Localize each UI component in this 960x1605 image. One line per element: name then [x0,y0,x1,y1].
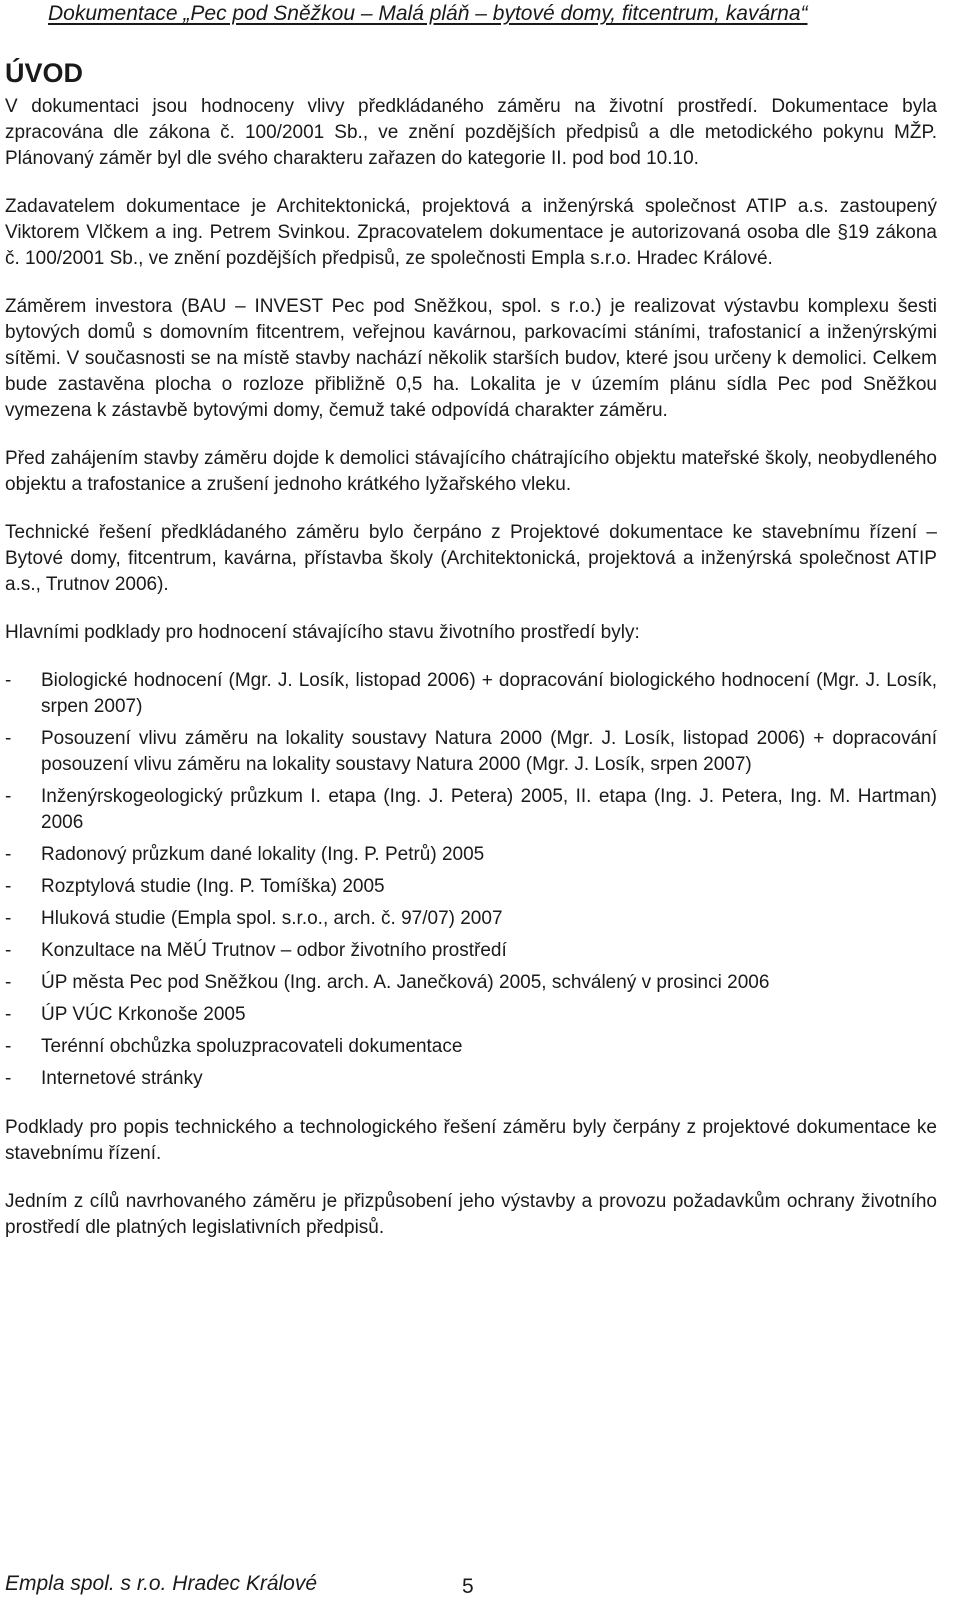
list-item [5,842,937,868]
list-item [5,874,937,900]
list-dash: - [5,876,12,897]
list-item [5,1002,937,1028]
list-dash: - [5,908,12,929]
list-item-text: Terénní obchůzka spoluzpracovateli dokumentace [41,1036,463,1057]
paragraph-intro: V dokumentaci jsou hodnoceny vlivy předkládaného záměru na životní prostředí. Dokumentace byla zpracována dle zákona č. 100/2001 Sb., ve znění pozdějších předpisů a dle metodického pokynu MŽP. Plánovaný záměr byl dle svého charakteru zařazen do kategorie II. pod bod 10.10. [5,96,937,169]
list-dash: - [5,670,12,691]
paragraph-client: Zadavatelem dokumentace je Architektonická, projektová a inženýrská společnost ATIP a.s. zastoupený Viktorem Vlčkem a ing. Petrem Svinkou. Zpracovatelem dokumentace je autorizovaná osoba dle §19 zákona č. 100/2001 Sb., ve znění pozdějších předpisů, ze společnosti Empla s.r.o. Hradec Králové. [5,196,937,269]
list-item [5,970,937,996]
list-item [5,938,937,964]
list-item-text: Inženýrskogeologický průzkum I. etapa (Ing. J. Petera) 2005, II. etapa (Ing. J. Petera, Ing. M. Hartman) 2006 [41,786,937,833]
list-item-text: Konzultace na MěÚ Trutnov – odbor životního prostředí [41,940,507,961]
list-dash: - [5,1036,12,1057]
list-item [5,668,937,720]
list-item-text: Biologické hodnocení (Mgr. J. Losík, listopad 2006) + dopracování biologického hodnocení (Mgr. J. Losík, srpen 2007) [41,670,937,717]
list-item-text: ÚP města Pec pod Sněžkou (Ing. arch. A. Janečková) 2005, schválený v prosinci 2006 [41,972,770,993]
paragraph-goal: Jedním z cílů navrhovaného záměru je přizpůsobení jeho výstavby a provozu požadavkům ochrany životního prostředí dle platných legislativních předpisů. [5,1191,937,1238]
list-item [5,1034,937,1060]
paragraph-demolition: Před zahájením stavby záměru dojde k demolici stávajícího chátrajícího objektu mateřské školy, neobydleného objektu a trafostanice a zrušení jednoho krátkého lyžařského vleku. [5,448,937,495]
list-item-text: ÚP VÚC Krkonoše 2005 [41,1004,246,1025]
list-dash: - [5,786,12,807]
list-dash: - [5,940,12,961]
list-item-text: Internetové stránky [41,1068,203,1089]
list-dash: - [5,1004,12,1025]
list-item-text: Rozptylová studie (Ing. P. Tomíška) 2005 [41,876,385,897]
list-dash: - [5,972,12,993]
paragraph-technical-sources: Podklady pro popis technického a technologického řešení záměru byly čerpány z projektové dokumentace ke stavebnímu řízení. [5,1117,937,1164]
paragraph-sources-intro: Hlavními podklady pro hodnocení stávajícího stavu životního prostředí byly: [5,622,640,643]
list-dash: - [5,1068,12,1089]
list-item [5,726,937,778]
list-item [5,1066,937,1092]
list-item [5,906,937,932]
footer-company: Empla spol. s r.o. Hradec Králové [5,1572,318,1595]
page-content [5,56,937,1241]
page-number: 5 [462,1575,474,1598]
list-item-text: Posouzení vlivu záměru na lokality soustavy Natura 2000 (Mgr. J. Losík, listopad 2006) + dopracování posouzení vlivu záměru na lokality soustavy Natura 2000 (Mgr. J. Losík, srpen 2007) [41,728,937,775]
sources-list [5,668,937,1092]
section-title: ÚVOD [5,58,84,88]
list-item [5,784,937,836]
paragraph-investor-intent: Záměrem investora (BAU – INVEST Pec pod Sněžkou, spol. s r.o.) je realizovat výstavbu komplexu šesti bytových domů s domovním fitcentrem, veřejnou kavárnou, parkovacími stáními, trafostanicí a inženýrskými sítěmi. V současnosti se na místě stavby nachází několik starších budov, které jsou určeny k demolici. Celkem bude zastavěna plocha o rozloze přibližně 0,5 ha. Lokalita je v územím plánu sídla Pec pod Sněžkou vymezena k zástavbě bytovými domy, čemuž také odpovídá charakter záměru. [5,296,937,421]
list-item-text: Hluková studie (Empla spol. s.r.o., arch. č. 97/07) 2007 [41,908,503,929]
paragraph-technical-solution: Technické řešení předkládaného záměru bylo čerpáno z Projektové dokumentace ke stavebnímu řízení – Bytové domy, fitcentrum, kavárna, přístavba školy (Architektonická, projektová a inženýrská společnost ATIP a.s., Trutnov 2006). [5,522,937,595]
list-dash: - [5,844,12,865]
list-dash: - [5,728,12,749]
list-item-text: Radonový průzkum dané lokality (Ing. P. Petrů) 2005 [41,844,485,865]
running-header: Dokumentace „Pec pod Sněžkou – Malá pláň – bytové domy, fitcentrum, kavárna“ [48,2,808,25]
